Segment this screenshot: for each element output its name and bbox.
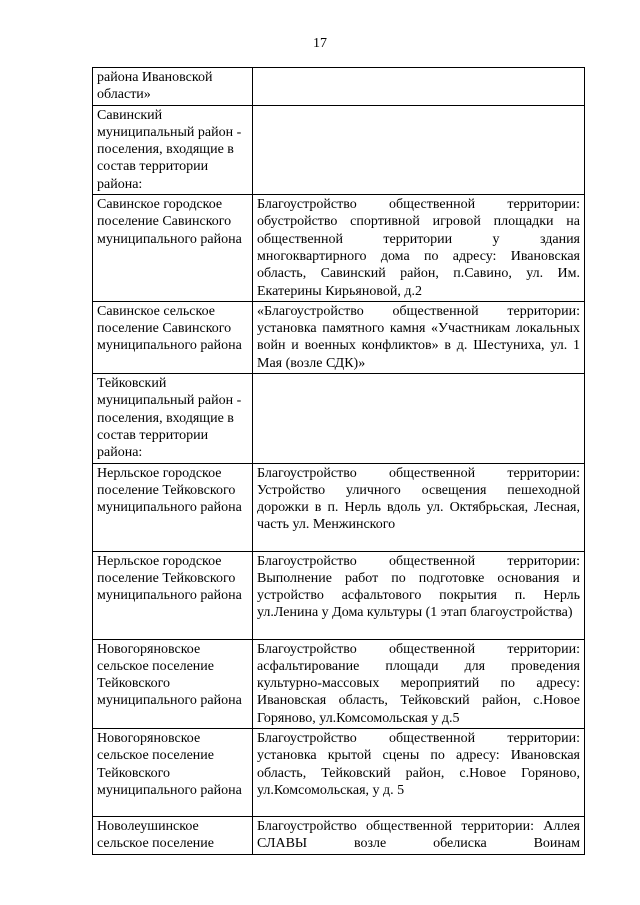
table-row (93, 195, 585, 302)
page-number: 17 (313, 36, 327, 51)
table-row (93, 374, 585, 463)
project-cell: Благоустройство общественной территории: Аллея СЛАВЫ возле обелиска Воинам (253, 817, 585, 855)
settlement-cell: Савинский муниципальный район - поселения, входящие в состав территории района: (93, 105, 253, 194)
settlement-cell: Савинское сельское поселение Савинского муниципального района (93, 301, 253, 373)
table-row (93, 817, 585, 855)
settlement-cell: Нерльское городское поселение Тейковского муниципального района (93, 463, 253, 551)
settlement-cell: Савинское городское поселение Савинского муниципального района (93, 195, 253, 302)
table-row (93, 68, 585, 106)
table-row (93, 301, 585, 373)
project-cell: Благоустройство общественной территории: установка крытой сцены по адресу: Ивановская область, Тейковский район, с.Новое Горяново, ул.Комсомольская, у д. 5 (253, 729, 585, 817)
project-cell: Благоустройство общественной территории: обустройство спортивной игровой площадки на общественной территории у здания многоквартирного дома по адресу: Ивановская область, Савинский район, п.Савино, ул. Им. Екатерины Кирьяновой, д.2 (253, 195, 585, 302)
project-cell (253, 105, 585, 194)
project-cell: Благоустройство общественной территории: Устройство уличного освещения пешеходной дорожки в п. Нерль вдоль ул. Октябрьская, Лесная, часть ул. Менжинского (253, 463, 585, 551)
project-cell (253, 374, 585, 463)
table-row (93, 463, 585, 551)
table-row (93, 105, 585, 194)
project-cell: «Благоустройство общественной территории: установка памятного камня «Участникам локальных войн и военных конфликтов» в д. Шестуниха, ул. 1 Мая (возле СДК)» (253, 301, 585, 373)
settlement-cell: Новогоряновское сельское поселение Тейковского муниципального района (93, 639, 253, 728)
settlement-cell: Новолеушинское сельское поселение (93, 817, 253, 855)
project-cell: Благоустройство общественной территории: асфальтирование площади для проведения культурно-массовых мероприятий по адресу: Ивановская область, Тейковский район, с.Новое Горяново, ул.Комсомольская у д.5 (253, 639, 585, 728)
table-row (93, 639, 585, 728)
document-table (92, 67, 585, 855)
settlement-cell: Новогоряновское сельское поселение Тейковского муниципального района (93, 729, 253, 817)
settlement-cell: Нерльское городское поселение Тейковского муниципального района (93, 551, 253, 639)
settlement-cell: Тейковский муниципальный район - поселения, входящие в состав территории района: (93, 374, 253, 463)
table-row (93, 729, 585, 817)
settlement-cell: района Ивановской области» (93, 68, 253, 106)
project-cell (253, 68, 585, 106)
table-row (93, 551, 585, 639)
project-cell: Благоустройство общественной территории: Выполнение работ по подготовке основания и устройство асфальтового покрытия п. Нерль ул.Ленина у Дома культуры (1 этап благоустройства) (253, 551, 585, 639)
